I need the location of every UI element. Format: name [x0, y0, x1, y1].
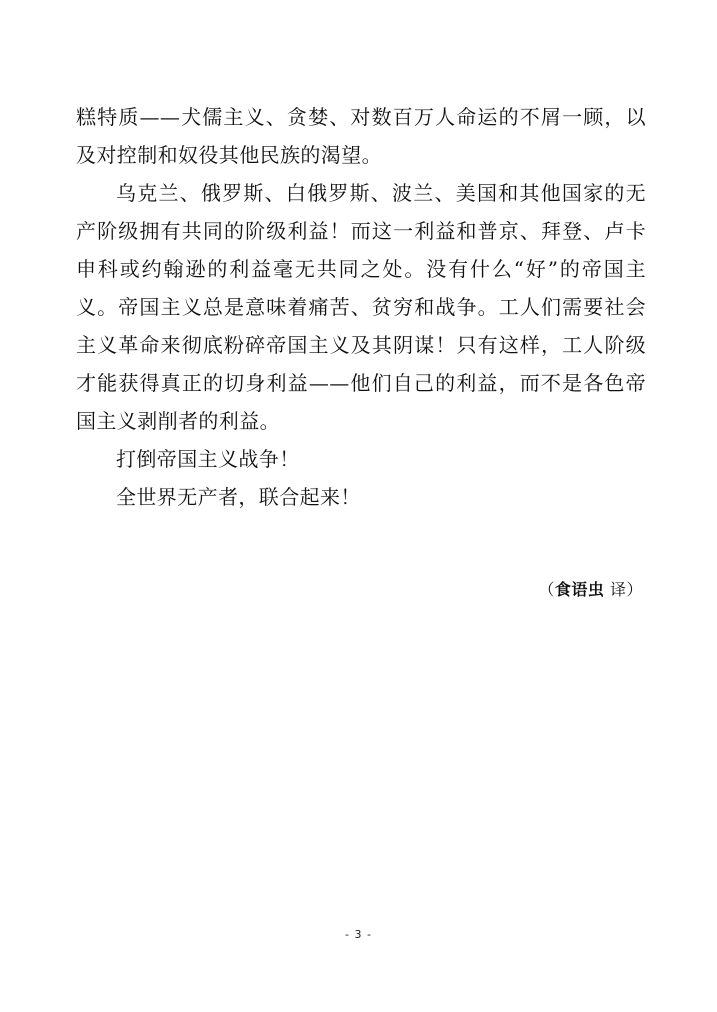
page-number: - 3 -	[345, 928, 372, 941]
slogan-workers-unite: 全世界无产者，联合起来！	[116, 485, 361, 509]
translator-name: 食语虫	[554, 580, 605, 599]
translator-open-paren: （	[538, 580, 555, 599]
body-text	[76, 98, 646, 516]
paragraph-common-interest: 乌克兰、俄罗斯、白俄罗斯、波兰、美国和其他国家的无产阶级拥有共同的阶级利益！而这一利益和普京、拜登、卢卡申科或约翰逊的利益毫无共同之处。没有什么“好”的帝国主义。帝国主义总是意味着痛苦、贫穷和战争。工人们需要社会主义革命来彻底粉碎帝国主义及其阴谋！只有这样，工人阶级才能获得真正的切身利益——他们自己的利益，而不是各色帝国主义剥削者的利益。	[76, 181, 646, 433]
translator-close-paren: ）	[626, 580, 643, 599]
translator-credit	[538, 578, 643, 602]
paragraph-continuation: 糕特质——犬儒主义、贪婪、对数百万人命运的不屑一顾，以及对控制和奴役其他民族的渴望。	[76, 105, 646, 167]
slogan-down-with-war: 打倒帝国主义战争！	[116, 447, 300, 471]
translator-suffix: 译	[604, 580, 627, 599]
